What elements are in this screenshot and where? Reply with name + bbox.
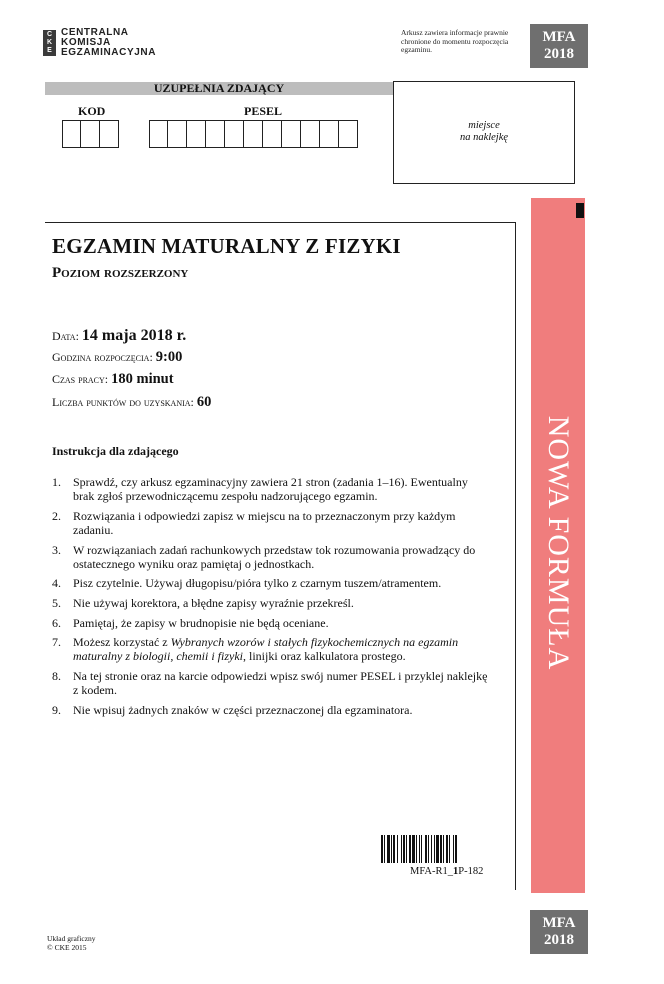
barcode-bar bbox=[440, 835, 442, 863]
barcode-bar bbox=[391, 835, 392, 863]
exam-level: Poziom rozszerzony bbox=[52, 265, 189, 281]
instruction-item: 9. Nie wpisuj żadnych znaków w części przeznaczonej dla egzaminatora. bbox=[52, 702, 413, 717]
instruction-item: 8. Na tej stronie oraz na karcie odpowiedzi wpisz swój numer PESEL i przyklej naklejkę z kodem. bbox=[52, 668, 488, 698]
pesel-box[interactable] bbox=[244, 120, 263, 148]
instruction-item: 4. Pisz czytelnie. Używaj długopisu/pióra tylko z czarnym tuszem/atramentem. bbox=[52, 576, 442, 591]
sheet-code: MFA-R1_1P-182 bbox=[410, 866, 484, 877]
barcode-bar bbox=[446, 835, 448, 863]
kod-box[interactable] bbox=[100, 120, 119, 148]
barcode-bar bbox=[409, 835, 411, 863]
fill-by-candidate-header: UZUPEŁNIA ZDAJĄCY bbox=[45, 82, 393, 95]
barcode-bar bbox=[406, 835, 407, 863]
instruction-item: 3. W rozwiązaniach zadań rachunkowych przedstaw tok rozumowania prowadzący do ostatecznego wyniku oraz pamiętaj o jednostkach. bbox=[52, 542, 476, 571]
frame-right-line bbox=[515, 222, 516, 890]
exam-start-time: Godzina rozpoczęcia: 9:00 bbox=[52, 349, 183, 365]
barcode-bar bbox=[401, 835, 402, 863]
barcode-bar bbox=[381, 835, 383, 863]
kod-input-boxes[interactable] bbox=[62, 120, 119, 148]
barcode-bar bbox=[431, 835, 432, 863]
exam-date: Data: 14 maja 2018 r. bbox=[52, 327, 187, 344]
protected-info-note: Arkusz zawiera informacje prawnie chronione do momentu rozpoczęcia egzaminu. bbox=[401, 28, 509, 54]
barcode-bar bbox=[453, 835, 454, 863]
layout-credit: Układ graficzny © CKE 2015 bbox=[47, 934, 96, 952]
pesel-box[interactable] bbox=[168, 120, 187, 148]
pesel-box[interactable] bbox=[301, 120, 320, 148]
barcode-bar bbox=[416, 835, 417, 863]
exam-code-badge-bottom: MFA 2018 bbox=[530, 910, 588, 954]
instructions-list bbox=[52, 475, 492, 722]
barcode-bar bbox=[443, 835, 444, 863]
pesel-label: PESEL bbox=[244, 104, 283, 118]
exam-points: Liczba punktów do uzyskania: 60 bbox=[52, 394, 212, 410]
cke-logo bbox=[43, 28, 156, 58]
barcode-bar bbox=[425, 835, 427, 863]
pesel-box[interactable] bbox=[149, 120, 168, 148]
barcode-bar bbox=[436, 835, 439, 863]
barcode-bar bbox=[449, 835, 450, 863]
barcode-bar bbox=[397, 835, 398, 863]
instruction-item: 6. Pamiętaj, że zapisy w brudnopisie nie będą oceniane. bbox=[52, 615, 329, 630]
cke-logo-mark: C K E bbox=[43, 30, 56, 56]
barcode-bar bbox=[403, 835, 405, 863]
barcode-bar bbox=[384, 835, 385, 863]
kod-box[interactable] bbox=[81, 120, 100, 148]
barcode-bar bbox=[428, 835, 429, 863]
barcode bbox=[381, 835, 489, 863]
instructions-title: Instrukcja dla zdającego bbox=[52, 444, 179, 458]
exam-code-badge-top: MFA 2018 bbox=[530, 24, 588, 68]
sticker-placeholder: miejsce na naklejkę bbox=[393, 81, 575, 184]
pesel-box[interactable] bbox=[225, 120, 244, 148]
pesel-box[interactable] bbox=[187, 120, 206, 148]
kod-box[interactable] bbox=[62, 120, 81, 148]
instruction-item: 5. Nie używaj korektora, a błędne zapisy wyraźnie przekreśl. bbox=[52, 595, 354, 610]
instruction-item: 1. Sprawdź, czy arkusz egzaminacyjny zawiera 21 stron (zadania 1–16). Ewentualny brak zgłoś przewodniczącemu zespołu nadzorującego egzamin. bbox=[52, 475, 468, 504]
instruction-item: 2. Rozwiązania i odpowiedzi zapisz w miejscu na to przeznaczonym przy każdym zadaniu. bbox=[52, 508, 456, 537]
barcode-bar bbox=[412, 835, 415, 863]
pesel-box[interactable] bbox=[282, 120, 301, 148]
barcode-bar bbox=[421, 835, 422, 863]
pesel-box[interactable] bbox=[206, 120, 225, 148]
barcode-bar bbox=[434, 835, 435, 863]
cke-logo-text: CENTRALNA KOMISJA EGZAMINACYJNA bbox=[61, 27, 157, 58]
instruction-item: 7. Możesz korzystać z Wybranych wzorów i stałych fizykochemicznych na egzamin maturalny z biologii, chemii i fizyki, linijki oraz kalkulatora prostego. bbox=[52, 635, 459, 664]
barcode-bar bbox=[455, 835, 457, 863]
barcode-bar bbox=[393, 835, 395, 863]
exam-title: EGZAMIN MATURALNY Z FIZYKI bbox=[52, 234, 401, 258]
pesel-box[interactable] bbox=[320, 120, 339, 148]
frame-top-line bbox=[45, 222, 515, 223]
barcode-bar bbox=[419, 835, 420, 863]
new-formula-band-label: NOWA FORMUŁA bbox=[542, 415, 575, 671]
pesel-box[interactable] bbox=[339, 120, 358, 148]
kod-label: KOD bbox=[78, 104, 106, 118]
barcode-bar bbox=[387, 835, 390, 863]
exam-duration: Czas pracy: 180 minut bbox=[52, 371, 174, 387]
pesel-input-boxes[interactable] bbox=[149, 120, 358, 148]
pesel-box[interactable] bbox=[263, 120, 282, 148]
